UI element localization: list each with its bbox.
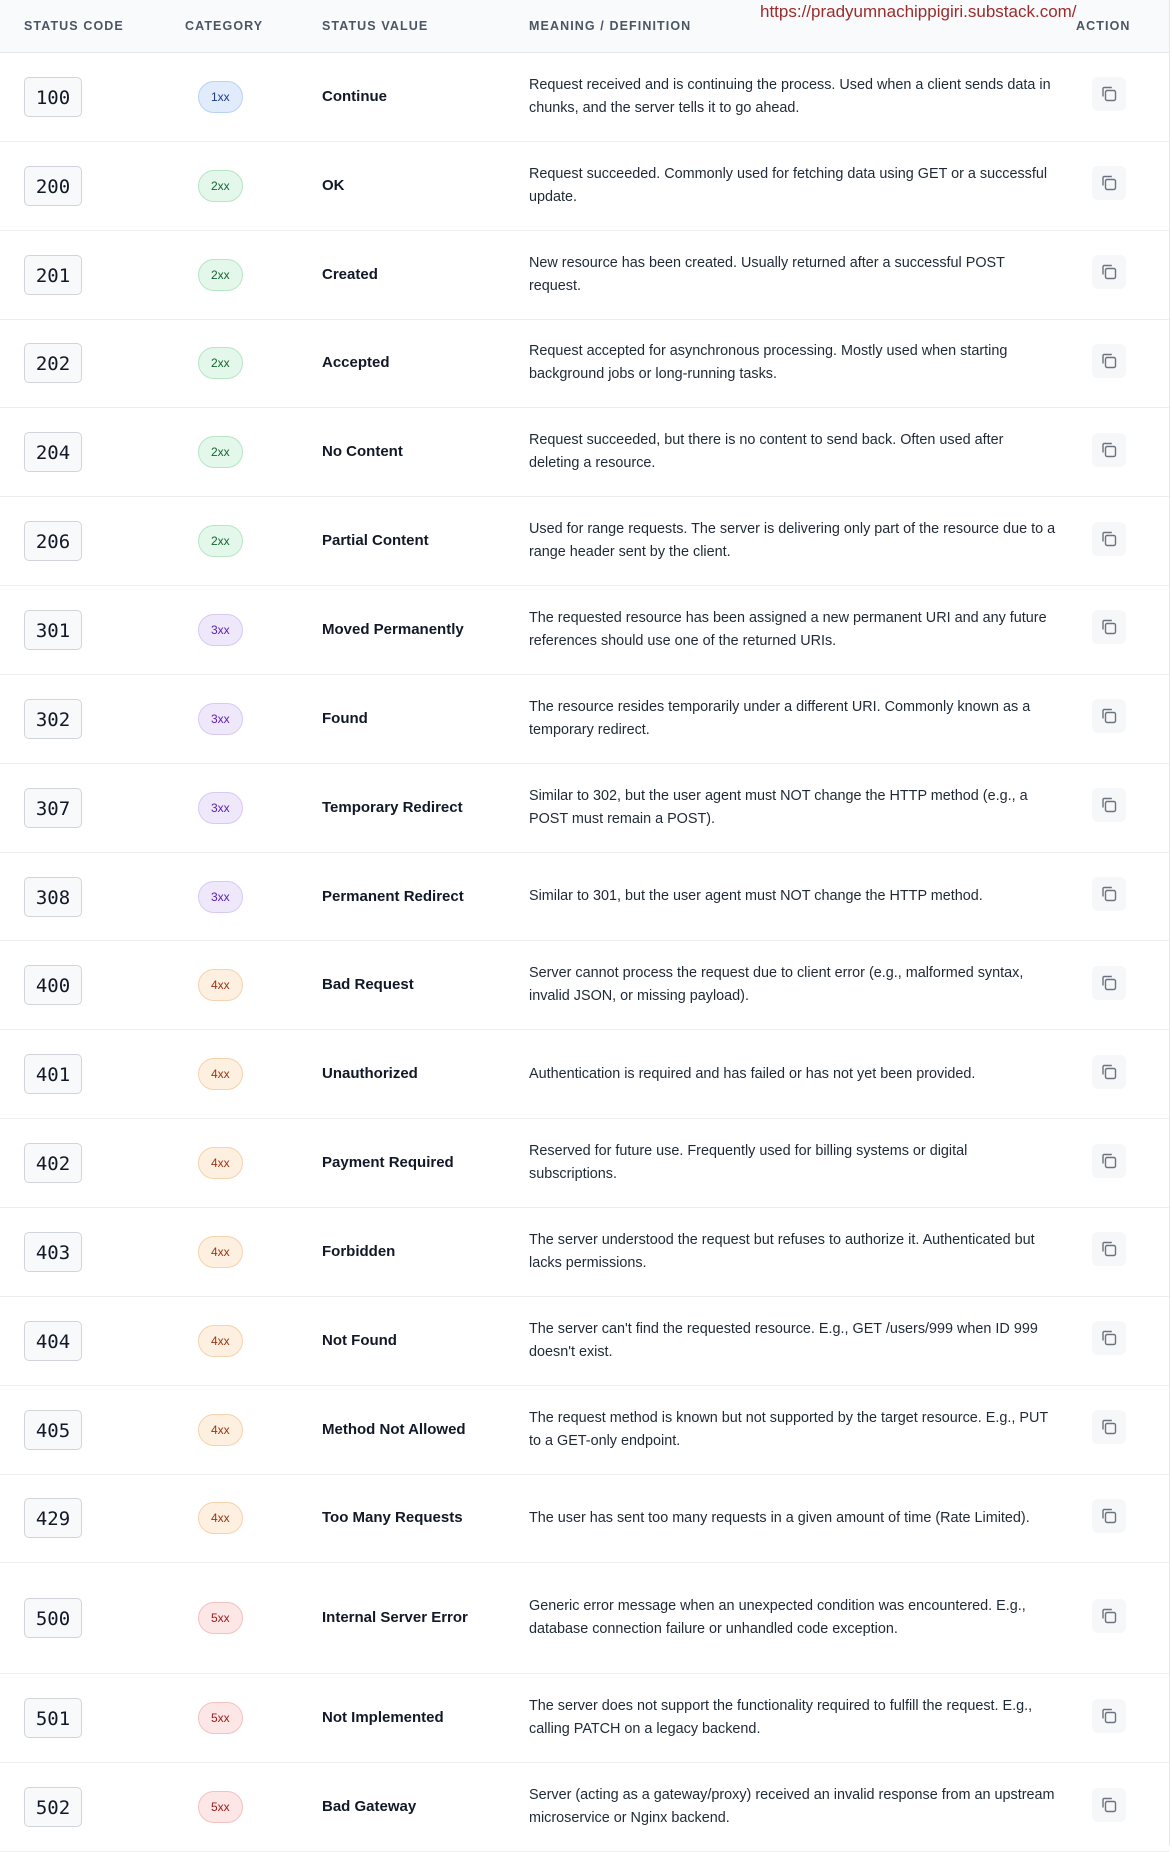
meaning-text: Server cannot process the request due to client error (e.g., malformed syntax, invalid JSON, or missing payload). [529, 965, 1024, 1005]
status-value: Found [322, 709, 368, 727]
copy-button[interactable] [1092, 77, 1126, 111]
status-value-cell [322, 1154, 529, 1172]
header-meaning: MEANING / DEFINITION [529, 19, 692, 33]
watermark-url: https://pradyumnachippigiri.substack.com/ [760, 2, 1077, 21]
category-cell [185, 614, 322, 646]
category-cell [185, 881, 322, 913]
table-row [0, 231, 1169, 320]
copy-button[interactable] [1092, 1699, 1126, 1733]
status-value-cell [322, 976, 529, 994]
meaning-text: Request succeeded, but there is no content to send back. Often used after deleting a resource. [529, 432, 1004, 472]
action-cell [1076, 877, 1169, 916]
status-code-cell [0, 1787, 185, 1827]
action-cell [1076, 1055, 1169, 1094]
meaning-text: The server understood the request but refuses to authorize it. Authenticated but lacks permissions. [529, 1231, 1035, 1271]
category-cell [185, 969, 322, 1001]
status-value: Bad Gateway [322, 1798, 417, 1816]
table-row [0, 408, 1169, 497]
status-code-cell [0, 343, 185, 383]
status-value: Bad Request [322, 976, 414, 994]
category-badge: 5xx [198, 1602, 243, 1634]
meaning-text: Authentication is required and has failed or has not yet been provided. [529, 1065, 976, 1082]
action-cell [1076, 1410, 1169, 1449]
category-badge: 2xx [198, 436, 243, 468]
status-code-cell [0, 1498, 185, 1538]
meaning-text: Similar to 302, but the user agent must NOT change the HTTP method (e.g., a POST must remain a POST). [529, 787, 1028, 827]
action-cell [1076, 1144, 1169, 1183]
status-value-cell [322, 888, 529, 906]
status-value: Accepted [322, 354, 390, 372]
copy-button[interactable] [1092, 1232, 1126, 1266]
action-cell [1076, 699, 1169, 738]
status-value-cell [322, 88, 529, 106]
copy-button[interactable] [1092, 1788, 1126, 1822]
header-status-value: STATUS VALUE [322, 19, 429, 33]
meaning-text: Request succeeded. Commonly used for fetching data using GET or a successful update. [529, 165, 1048, 205]
table-row [0, 497, 1169, 586]
status-code: 308 [24, 877, 82, 917]
table-row [0, 142, 1169, 231]
table-row [0, 1763, 1169, 1852]
status-code: 405 [24, 1410, 82, 1450]
meaning-text: New resource has been created. Usually returned after a successful POST request. [529, 254, 1005, 294]
category-badge: 2xx [198, 259, 243, 291]
category-badge: 3xx [198, 703, 243, 735]
status-code: 400 [24, 965, 82, 1005]
table-row [0, 675, 1169, 764]
action-cell [1076, 610, 1169, 649]
status-code-cell [0, 77, 185, 117]
status-code-cell [0, 1321, 185, 1361]
status-value-cell [322, 1798, 529, 1816]
status-value-cell [322, 1332, 529, 1350]
status-value-cell [322, 710, 529, 728]
action-cell [1076, 255, 1169, 294]
copy-button[interactable] [1092, 1321, 1126, 1355]
status-code-cell [0, 788, 185, 828]
table-row [0, 941, 1169, 1030]
status-value-cell [322, 1065, 529, 1083]
status-code: 204 [24, 432, 82, 472]
status-value-cell [322, 1243, 529, 1261]
table-row [0, 1475, 1169, 1564]
status-value-cell [322, 1421, 529, 1439]
category-badge: 2xx [198, 170, 243, 202]
status-value-cell [322, 1709, 529, 1727]
category-cell [185, 1791, 322, 1823]
status-value-cell [322, 799, 529, 817]
copy-button[interactable] [1092, 699, 1126, 733]
status-code: 206 [24, 521, 82, 561]
category-badge: 4xx [198, 1147, 243, 1179]
status-code: 402 [24, 1143, 82, 1183]
category-badge: 4xx [198, 1058, 243, 1090]
category-badge: 4xx [198, 1502, 243, 1534]
category-badge: 5xx [198, 1702, 243, 1734]
meaning-text: Used for range requests. The server is delivering only part of the resource due to a range header sent by the client. [529, 521, 1056, 561]
category-cell [185, 170, 322, 202]
copy-button[interactable] [1092, 255, 1126, 289]
meaning-text: The resource resides temporarily under a different URI. Commonly known as a temporary redirect. [529, 698, 1031, 738]
status-value: Continue [322, 87, 387, 105]
action-cell [1076, 1699, 1169, 1738]
category-badge: 5xx [198, 1791, 243, 1823]
table-row [0, 1119, 1169, 1208]
header-action: ACTION [1076, 19, 1131, 33]
action-cell [1076, 1599, 1169, 1638]
status-value: Internal Server Error [322, 1609, 468, 1627]
status-value: Too Many Requests [322, 1509, 463, 1527]
status-code-cell [0, 166, 185, 206]
copy-button[interactable] [1092, 1599, 1126, 1633]
status-code-cell [0, 1698, 185, 1738]
category-cell [185, 525, 322, 557]
copy-button[interactable] [1092, 522, 1126, 556]
status-code: 100 [24, 77, 82, 117]
status-code: 202 [24, 343, 82, 383]
table-row [0, 1030, 1169, 1119]
category-badge: 2xx [198, 347, 243, 379]
category-badge: 4xx [198, 1236, 243, 1268]
copy-button[interactable] [1092, 788, 1126, 822]
status-code-cell [0, 699, 185, 739]
action-cell [1076, 1232, 1169, 1271]
status-code: 500 [24, 1598, 82, 1638]
table-row [0, 1297, 1169, 1386]
meaning-text: Generic error message when an unexpected condition was encountered. E.g., database connection failure or unhandled code exception. [529, 1598, 1026, 1638]
category-cell [185, 259, 322, 291]
status-value: Partial Content [322, 532, 429, 550]
meaning-text: The user has sent too many requests in a given amount of time (Rate Limited). [529, 1509, 1030, 1526]
category-cell [185, 347, 322, 379]
copy-button[interactable] [1092, 344, 1126, 378]
table-row [0, 764, 1169, 853]
action-cell [1076, 522, 1169, 561]
category-badge: 4xx [198, 1414, 243, 1446]
category-badge: 1xx [198, 81, 243, 113]
status-value: Method Not Allowed [322, 1420, 466, 1438]
status-value: Unauthorized [322, 1065, 418, 1083]
table-row [0, 853, 1169, 942]
action-cell [1076, 1788, 1169, 1827]
copy-button[interactable] [1092, 610, 1126, 644]
category-cell [185, 81, 322, 113]
status-code: 404 [24, 1321, 82, 1361]
category-cell [185, 1058, 322, 1090]
status-code: 301 [24, 610, 82, 650]
status-value: No Content [322, 443, 403, 461]
category-cell [185, 792, 322, 824]
action-cell [1076, 1499, 1169, 1538]
status-code: 401 [24, 1054, 82, 1094]
status-value-cell [322, 266, 529, 284]
table-row [0, 53, 1169, 142]
status-code-cell [0, 965, 185, 1005]
status-value-cell [322, 354, 529, 372]
category-cell [185, 1325, 322, 1357]
copy-button[interactable] [1092, 1144, 1126, 1178]
status-value-cell [322, 177, 529, 195]
status-code-cell [0, 610, 185, 650]
status-code: 429 [24, 1498, 82, 1538]
meaning-text: The requested resource has been assigned a new permanent URI and any future references should use one of the returned URIs. [529, 609, 1047, 649]
header-category: CATEGORY [185, 19, 264, 33]
status-code: 502 [24, 1787, 82, 1827]
status-code-cell [0, 521, 185, 561]
table-row [0, 1386, 1169, 1475]
status-code-cell [0, 1054, 185, 1094]
category-cell [185, 1236, 322, 1268]
status-code-cell [0, 432, 185, 472]
meaning-text: Request accepted for asynchronous processing. Mostly used when starting background jobs or long-running tasks. [529, 343, 1008, 383]
status-value-cell [322, 1609, 529, 1627]
table-row [0, 1674, 1169, 1763]
status-value: Moved Permanently [322, 620, 464, 638]
copy-button[interactable] [1092, 166, 1126, 200]
status-value: Forbidden [322, 1242, 396, 1260]
header-status-code: STATUS CODE [24, 19, 124, 33]
copy-button[interactable] [1092, 433, 1126, 467]
status-code: 403 [24, 1232, 82, 1272]
status-value: Created [322, 265, 378, 283]
meaning-text: The server does not support the functionality required to fulfill the request. E.g., calling PATCH on a legacy backend. [529, 1698, 1033, 1738]
category-badge: 3xx [198, 792, 243, 824]
category-cell [185, 1414, 322, 1446]
status-code: 307 [24, 788, 82, 828]
category-badge: 4xx [198, 1325, 243, 1357]
table-row [0, 1563, 1169, 1674]
category-cell [185, 1147, 322, 1179]
meaning-text: Server (acting as a gateway/proxy) received an invalid response from an upstream microservice or Nginx backend. [529, 1787, 1055, 1827]
action-cell [1076, 433, 1169, 472]
copy-button[interactable] [1092, 1055, 1126, 1089]
status-code: 201 [24, 255, 82, 295]
meaning-text: The request method is known but not supported by the target resource. E.g., PUT to a GET-only endpoint. [529, 1409, 1048, 1449]
copy-button[interactable] [1092, 966, 1126, 1000]
category-badge: 3xx [198, 614, 243, 646]
status-value: OK [322, 176, 345, 194]
status-value: Payment Required [322, 1154, 454, 1172]
meaning-text: Similar to 301, but the user agent must NOT change the HTTP method. [529, 888, 983, 905]
category-badge: 3xx [198, 881, 243, 913]
status-code-cell [0, 1410, 185, 1450]
category-cell [185, 1702, 322, 1734]
table-row [0, 320, 1169, 409]
status-value-cell [322, 532, 529, 550]
status-value: Not Implemented [322, 1709, 444, 1727]
status-code-cell [0, 255, 185, 295]
copy-button[interactable] [1092, 877, 1126, 911]
category-badge: 2xx [198, 525, 243, 557]
meaning-text: The server can't find the requested resource. E.g., GET /users/999 when ID 999 doesn't exist. [529, 1320, 1038, 1360]
meaning-text: Reserved for future use. Frequently used for billing systems or digital subscriptions. [529, 1143, 968, 1183]
status-code: 302 [24, 699, 82, 739]
category-cell [185, 1602, 322, 1634]
status-code: 200 [24, 166, 82, 206]
category-cell [185, 1502, 322, 1534]
status-code-cell [0, 1598, 185, 1638]
status-value-cell [322, 443, 529, 461]
meaning-text: Request received and is continuing the process. Used when a client sends data in chunks, and the server tells it to go ahead. [529, 76, 1051, 116]
action-cell [1076, 788, 1169, 827]
status-code-cell [0, 877, 185, 917]
action-cell [1076, 77, 1169, 116]
category-cell [185, 703, 322, 735]
status-code-cell [0, 1232, 185, 1272]
status-code: 501 [24, 1698, 82, 1738]
status-value-cell [322, 621, 529, 639]
table-row [0, 586, 1169, 675]
category-badge: 4xx [198, 969, 243, 1001]
status-value: Not Found [322, 1331, 397, 1349]
status-code-cell [0, 1143, 185, 1183]
action-cell [1076, 344, 1169, 383]
status-value: Temporary Redirect [322, 798, 463, 816]
table-body [0, 53, 1169, 1852]
action-cell [1076, 966, 1169, 1005]
copy-button[interactable] [1092, 1410, 1126, 1444]
action-cell [1076, 1321, 1169, 1360]
status-value-cell [322, 1509, 529, 1527]
status-value: Permanent Redirect [322, 887, 464, 905]
action-cell [1076, 166, 1169, 205]
table-row [0, 1208, 1169, 1297]
category-cell [185, 436, 322, 468]
copy-button[interactable] [1092, 1499, 1126, 1533]
